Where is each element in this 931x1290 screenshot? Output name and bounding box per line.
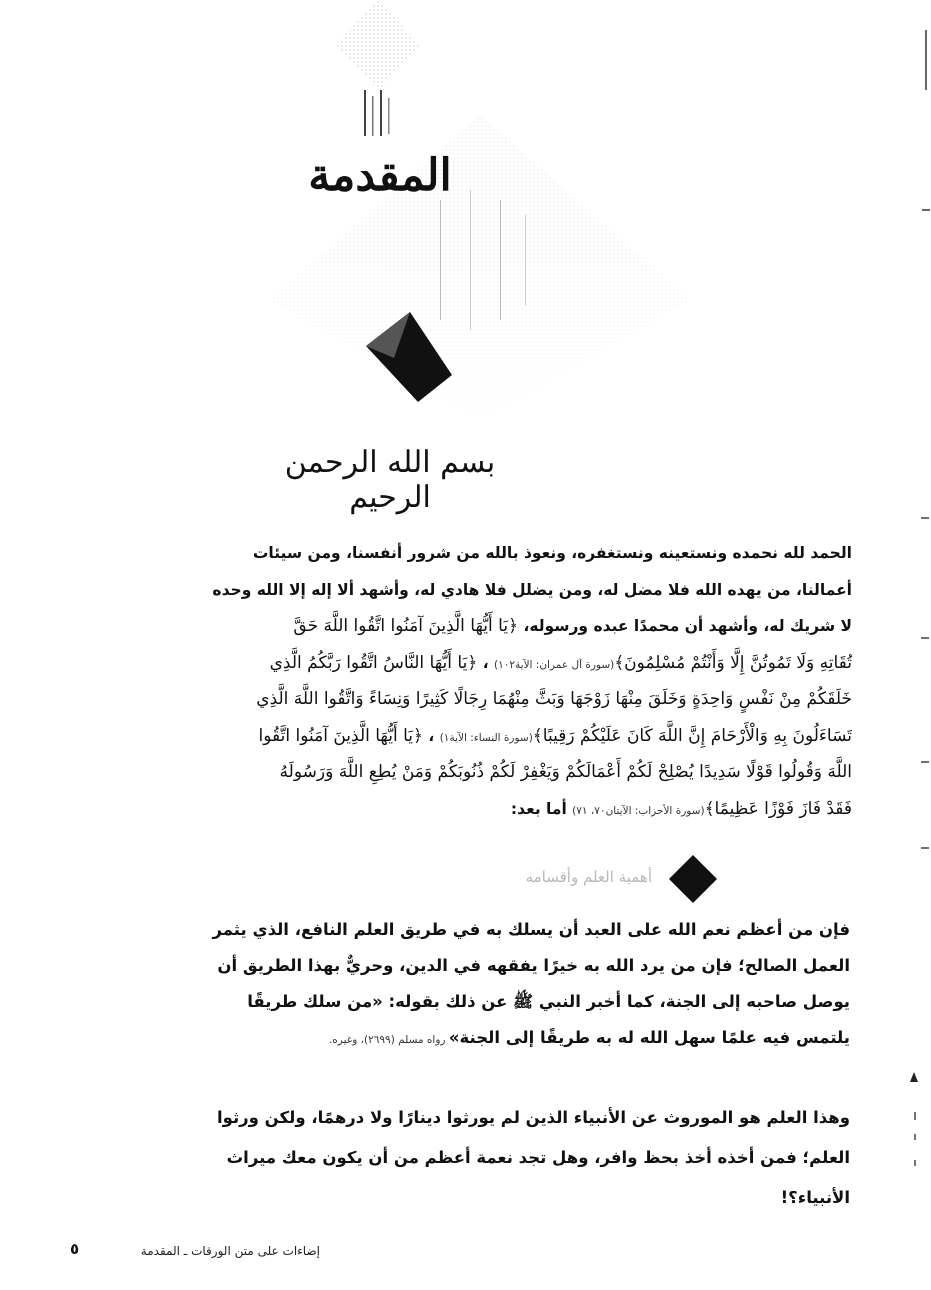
black-diamond-icon <box>669 855 717 903</box>
quran-verse-2-start: ﴿يَا أَيُّهَا النَّاسُ اتَّقُوا رَبَّكُمُ الَّذِي <box>269 652 478 673</box>
body2-line-3: الأنبياء؟! <box>780 1188 850 1207</box>
body1-line-2: العمل الصالح؛ فإن من يرد الله به خيرًا يفقهه في الدين، وحريٌّ بهذا الطريق أن <box>217 956 850 975</box>
intro-paragraph <box>70 535 852 827</box>
intro-line-4 <box>70 645 852 682</box>
intro-line-8 <box>70 791 852 828</box>
basmala: بسم الله الرحمن الرحيم <box>284 445 496 515</box>
body1-line-4 <box>70 1020 850 1056</box>
section-heading <box>420 856 720 910</box>
amma-bad: أما بعد: <box>510 799 573 818</box>
hadith-reference: رواه مسلم (٢٦٩٩)، وغيره. <box>328 1034 449 1046</box>
page-number: ٥ <box>70 1240 80 1258</box>
intro-line-6 <box>70 718 852 755</box>
top-halftone-diamond <box>336 0 420 136</box>
body-paragraph-2 <box>70 1098 850 1218</box>
separator-2: ، <box>423 726 440 745</box>
body2-line-2: العلم؛ فمن أخذه أخذ بحظ وافر، وهل تجد نعمة أعظم من أن يكون معك ميراث <box>226 1148 850 1167</box>
quran-verse-3-end: فَقَدْ فَازَ فَوْزًا عَظِيمًا﴾ <box>704 798 852 819</box>
verse-reference-2: (سورة النساء: الآية١) <box>439 731 533 744</box>
intro-line-2: أعمالنا، من يهده الله فلا مضل له، ومن يضلل فلا هادي له، وأشهد ألا إله إلا الله وحده <box>212 580 852 599</box>
quran-verse-2-end: تَسَاءَلُونَ بِهِ وَالْأَرْحَامَ إِنَّ اللَّهَ كَانَ عَلَيْكُمْ رَقِيبًا﴾ <box>532 725 852 746</box>
verse-reference-3: (سورة الأحزاب: الآيتان٧٠، ٧١) <box>572 804 705 817</box>
verse-reference-1: (سورة آل عمران: الآية١٠٢) <box>493 658 615 671</box>
margin-scan-marks <box>901 0 931 1290</box>
intro-line-3-text: لا شريك له، وأشهد أن محمدًا عبده ورسوله، <box>518 617 852 635</box>
body-paragraph-1 <box>70 912 850 1056</box>
quran-verse-3-start: ﴿يَا أَيُّهَا الَّذِينَ آمَنُوا اتَّقُوا <box>258 725 423 746</box>
hadith-text: يلتمس فيه علمًا سهل الله له به طريقًا إلى الجنة» <box>448 1028 850 1047</box>
separator-1: ، <box>477 653 494 672</box>
body1-line-3: يوصل صاحبه إلى الجنة، كما أخبر النبي ﷺ عن ذلك بقوله: «من سلك طريقًا <box>247 992 850 1011</box>
intro-line-5: خَلَقَكُمْ مِنْ نَفْسٍ وَاحِدَةٍ وَخَلَقَ مِنْهَا زَوْجَهَا وَبَثَّ مِنْهُمَا رِجَالًا كَثِيرًا وَنِسَاءً وَاتَّقُوا اللَّهَ الَّذِي <box>256 689 852 709</box>
quran-verse-1-start: ﴿يَا أَيُّهَا الَّذِينَ آمَنُوا اتَّقُوا اللَّهَ حَقَّ <box>293 616 519 636</box>
chapter-ornament <box>0 0 931 420</box>
page-footer <box>60 1240 320 1266</box>
intro-line-3 <box>70 608 852 645</box>
body1-line-1: فإن من أعظم نعم الله على العبد أن يسلك به في طريق العلم النافع، الذي يثمر <box>212 920 850 939</box>
intro-line-7: اللَّهَ وَقُولُوا قَوْلًا سَدِيدًا يُصْلِحْ لَكُمْ أَعْمَالَكُمْ وَيَغْفِرْ لَكُمْ ذُنُوبَكُمْ وَمَنْ يُطِعِ اللَّهَ وَرَسُولَهُ <box>279 762 852 782</box>
section-heading-text: أهمية العلم وأقسامه <box>525 868 652 886</box>
quran-verse-1-end: تُقَاتِهِ وَلَا تَمُوتُنَّ إِلَّا وَأَنْتُمْ مُسْلِمُونَ﴾ <box>614 652 852 673</box>
running-footer-title: إضاءات على متن الورقات ـ المقدمة <box>140 1244 320 1258</box>
chapter-title: المقدمة <box>308 150 452 201</box>
body2-line-1: وهذا العلم هو الموروث عن الأنبياء الذين لم يورثوا دينارًا ولا درهمًا، ولكن ورثوا <box>216 1108 850 1127</box>
intro-line-1: الحمد لله نحمده ونستعينه ونستغفره، ونعوذ بالله من شرور أنفسنا، ومن سيئات <box>252 544 852 562</box>
